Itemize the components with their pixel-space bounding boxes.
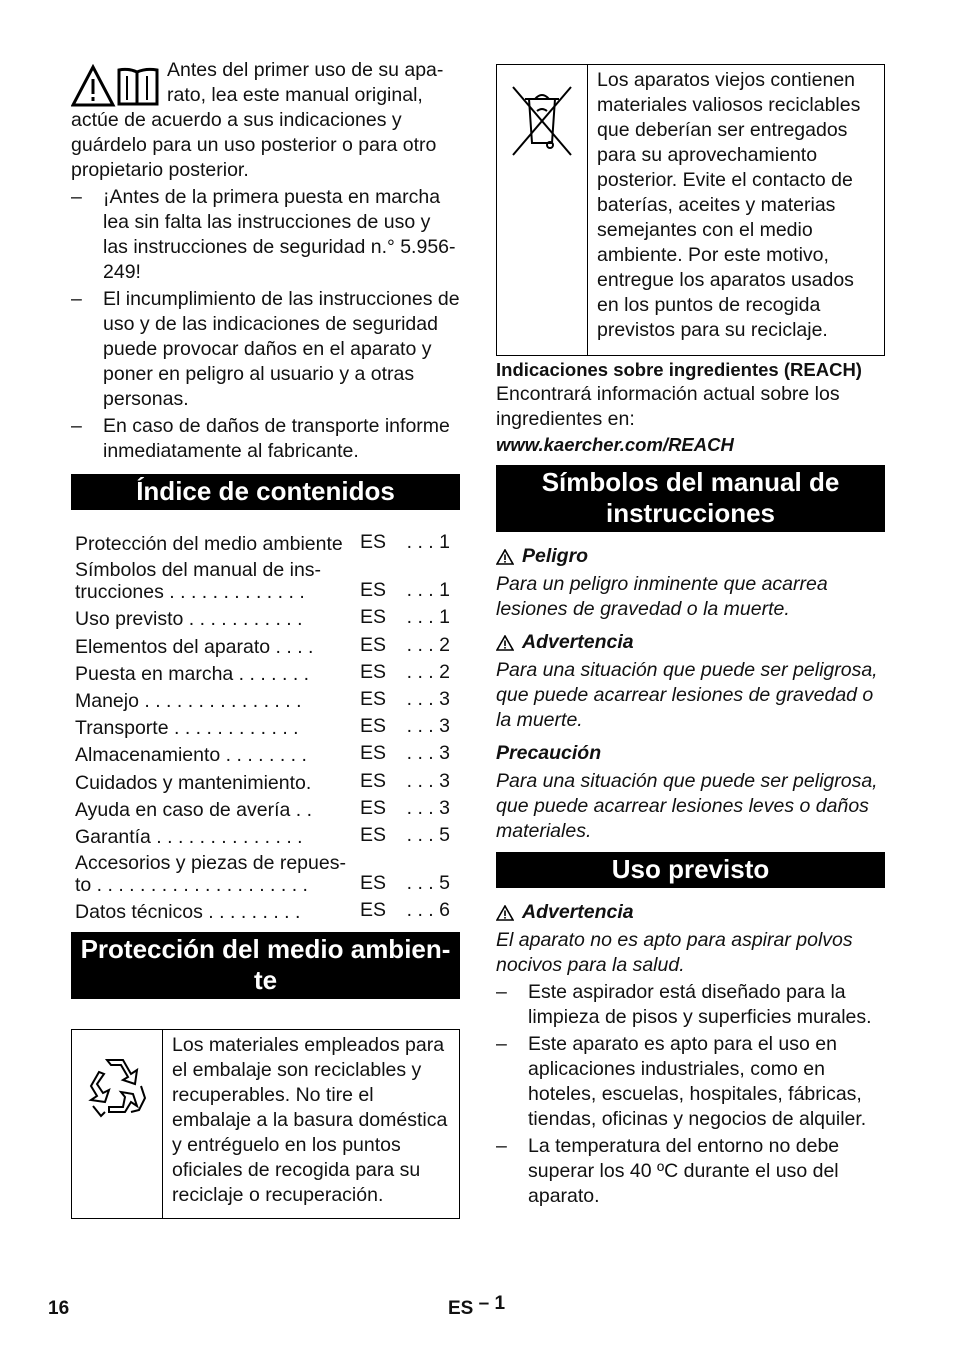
use-heading: Uso previsto	[496, 852, 885, 888]
danger-heading	[496, 544, 885, 569]
toc-entry[interactable]	[71, 896, 460, 923]
intro-bullet: – En caso de daños de transporte informe inmediatamente al fabricante.	[71, 414, 460, 464]
use-bullet: – Este aspirador está diseñado para la limpieza de pisos y superficies murales.	[496, 980, 885, 1030]
toc-entry-page: . . . 3	[406, 769, 450, 792]
recycle-text: Los materiales empleados para el embalaje son reciclables y recuperables. No tire el embalaje a la basura doméstica y entréguelo en los puntos oficiales de recogida para su reciclaje o recuperación.	[172, 1034, 448, 1207]
use-bullet: – La temperatura del entorno no debe superar los 40 ºC durante el uso del aparato.	[496, 1134, 885, 1209]
toc-entry-page: . . . 3	[406, 796, 450, 819]
toc-entry[interactable]	[71, 685, 460, 712]
use-warning-heading	[496, 900, 885, 925]
caution-label: Precaución	[496, 742, 602, 764]
left-column	[71, 58, 460, 1219]
env-heading: Protección del medio ambien-te	[71, 932, 460, 999]
footer-lang	[448, 1293, 506, 1321]
intro-block	[71, 58, 460, 183]
right-column	[496, 64, 885, 1209]
toc-entry-title: Uso previsto . . . . . . . . . . .	[75, 608, 303, 631]
toc-entry-page: . . . 5	[406, 871, 450, 894]
toc-entry[interactable]	[71, 739, 460, 766]
warning-manual-icon	[71, 64, 161, 108]
toc-entry-page: . . . 1	[406, 579, 450, 602]
toc-entry-lang: ES	[360, 606, 387, 629]
toc-entry-lang: ES	[360, 796, 387, 819]
intro-bullet: – ¡Antes de la primera puesta en marcha lea sin falta las instrucciones de uso y las instrucciones de seguridad n.° 5.956-249!	[71, 185, 460, 285]
reach-link[interactable]: www.kaercher.com/REACH	[496, 434, 734, 455]
toc-entry-page: . . . 3	[406, 715, 450, 738]
toc-entry-page: . . . 2	[406, 660, 450, 683]
crossed-bin-icon	[507, 81, 577, 161]
toc-entry-lang: ES	[360, 715, 387, 738]
toc-entry-title: Puesta en marcha . . . . . . .	[75, 662, 310, 685]
use-warning-label: Advertencia	[522, 901, 634, 923]
toc-entry-title: Transporte . . . . . . . . . . . .	[75, 717, 299, 740]
toc-entry[interactable]	[71, 658, 460, 685]
toc-entry-title: Protección del medio ambiente	[75, 533, 343, 556]
toc-entry-title: Garantía . . . . . . . . . . . . . .	[75, 825, 303, 848]
reach-heading: Indicaciones sobre ingredientes (REACH)	[496, 359, 862, 380]
toc-entry-lang: ES	[360, 871, 387, 894]
toc-list	[71, 528, 460, 923]
toc-entry[interactable]	[71, 630, 460, 657]
intro-bullet: – El incumplimiento de las instrucciones de uso y de las indicaciones de seguridad puede provocar daños en el aparato y poner en peligro al usuario y a otras personas.	[71, 287, 460, 412]
toc-entry-lang: ES	[360, 531, 387, 554]
intro-text: Antes del primer uso de su apa-rato, lea este manual original, actúe de acuerdo a sus indicaciones y guárdelo para un uso posterior o para otro propietario posterior.	[71, 59, 444, 181]
toc-entry-lang: ES	[360, 660, 387, 683]
reach-text: Encontrará información actual sobre los ingredientes en:	[496, 383, 840, 430]
symbols-heading: Símbolos del manual de instrucciones	[496, 465, 885, 532]
toc-entry-lang: ES	[360, 633, 387, 656]
page-number: 16	[48, 1298, 70, 1319]
recycle-box	[71, 1029, 460, 1219]
toc-entry[interactable]	[71, 712, 460, 739]
warning-label: Advertencia	[522, 631, 634, 653]
footer-page-suffix: – 1	[478, 1293, 506, 1314]
toc-entry-title: Manejo . . . . . . . . . . . . . . .	[75, 689, 302, 712]
toc-entry-lang: ES	[360, 742, 387, 765]
use-warning-text: El aparato no es apto para aspirar polvos nocivos para la salud.	[496, 929, 853, 976]
footer-lang-code: ES	[448, 1298, 474, 1319]
warning-icon	[496, 905, 514, 921]
toc-entry-page: . . . 1	[406, 531, 450, 554]
toc-entry-title: Accesorios y piezas de repues- to . . . . . . . . . . . . . . . . . . . .	[75, 851, 346, 896]
toc-entry-title: Elementos del aparato . . . .	[75, 635, 314, 658]
danger-text: Para un peligro inminente que acarrea lesiones de gravedad o la muerte.	[496, 573, 828, 620]
toc-entry[interactable]	[71, 794, 460, 821]
warning-text: Para una situación que puede ser peligrosa, que puede acarrear lesiones de gravedad o la muerte.	[496, 659, 878, 731]
toc-entry-page: . . . 2	[406, 633, 450, 656]
toc-entry-page: . . . 3	[406, 742, 450, 765]
toc-entry[interactable]	[71, 821, 460, 848]
toc-entry-title: Ayuda en caso de avería . .	[75, 798, 313, 821]
toc-entry-page: . . . 5	[406, 823, 450, 846]
weee-box	[496, 64, 885, 356]
weee-icon-cell	[497, 65, 588, 355]
toc-heading: Índice de contenidos	[71, 474, 460, 510]
toc-entry-lang: ES	[360, 687, 387, 710]
toc-entry-lang: ES	[360, 579, 387, 602]
caution-heading	[496, 741, 885, 766]
toc-entry[interactable]	[71, 528, 460, 555]
warning-icon	[496, 549, 514, 565]
toc-entry-page: . . . 1	[406, 606, 450, 629]
weee-text: Los aparatos viejos contienen materiales valiosos reciclables que deberían ser entregados para su aprovechamiento posterior. Evite el contacto de baterías, aceites y materias semejantes con el medio ambiente. Por este motivo, entregue los aparatos usados en los puntos de recogida previstos para su reciclaje.	[597, 69, 861, 341]
toc-entry-title: Símbolos del manual de ins- trucciones . . . . . . . . . . . . .	[75, 559, 322, 604]
toc-entry-lang: ES	[360, 899, 387, 922]
toc-entry-lang: ES	[360, 769, 387, 792]
toc-entry[interactable]	[71, 555, 460, 603]
danger-label: Peligro	[522, 545, 589, 567]
recycle-icon	[79, 1050, 155, 1126]
use-bullet: – Este aparato es apto para el uso en aplicaciones industriales, como en hoteles, escuelas, hospitales, fábricas, tiendas, oficinas y negocios de alquiler.	[496, 1032, 885, 1132]
toc-entry-title: Datos técnicos . . . . . . . . .	[75, 901, 301, 924]
recycle-icon-cell	[72, 1030, 163, 1218]
warning-icon	[496, 635, 514, 651]
warning-heading	[496, 630, 885, 655]
caution-text: Para una situación que puede ser peligrosa, que puede acarrear lesiones leves o daños materiales.	[496, 770, 878, 842]
toc-entry[interactable]	[71, 848, 460, 896]
toc-entry-page: . . . 6	[406, 899, 450, 922]
toc-entry[interactable]	[71, 766, 460, 793]
toc-entry-page: . . . 3	[406, 687, 450, 710]
toc-entry-lang: ES	[360, 823, 387, 846]
toc-entry-title: Cuidados y mantenimiento.	[75, 771, 312, 794]
toc-entry[interactable]	[71, 603, 460, 630]
toc-entry-title: Almacenamiento . . . . . . . .	[75, 744, 307, 767]
